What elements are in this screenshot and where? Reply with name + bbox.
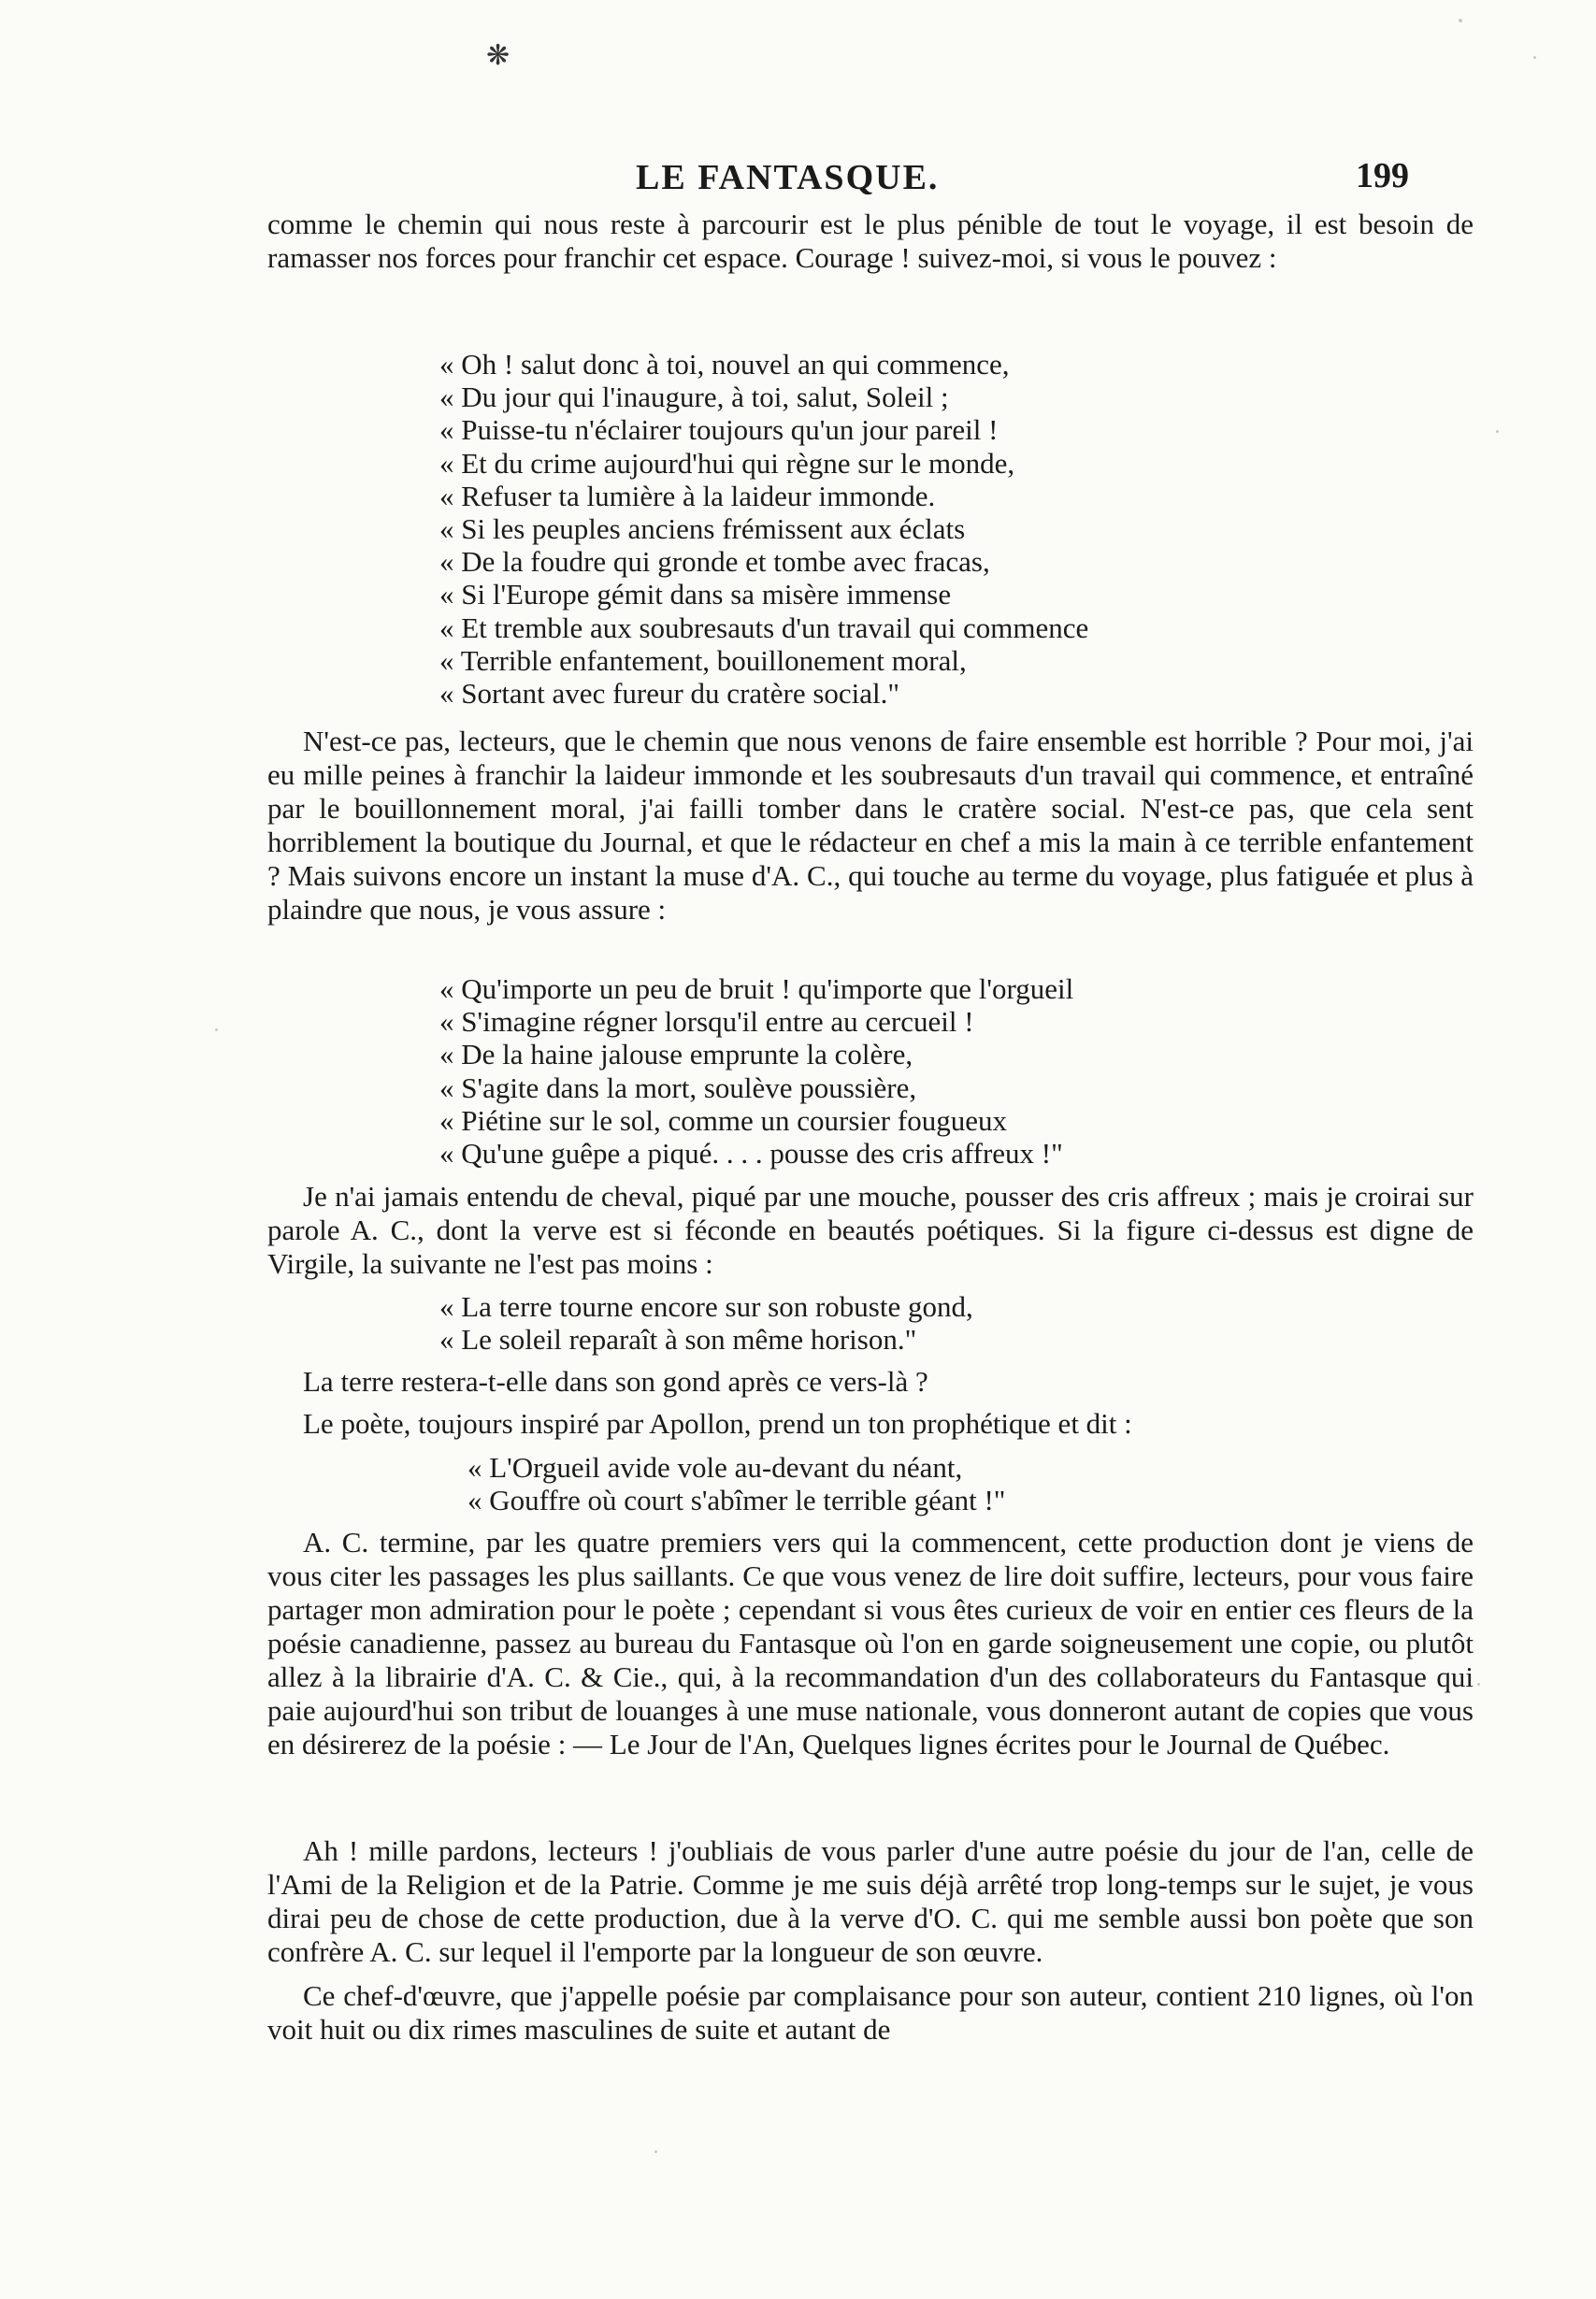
paragraph-commentary-2: Je n'ai jamais entendu de cheval, piqué par une mouche, pousser des cris affreux ; mais je croirai sur parole A. C., dont la verve est si féconde en beautés poétiques. Si la figure ci-dessus est digne de Virgile, la suivante ne l'est pas moins : [267, 1180, 1474, 1280]
verse-line: « Et tremble aux soubresauts d'un travail qui commence [439, 611, 1089, 644]
print-speck [1459, 19, 1462, 22]
verse-line: « L'Orgueil avide vole au-devant du néant, [467, 1451, 963, 1484]
print-speck [1477, 1683, 1480, 1686]
verse-line: « Sortant avec fureur du cratère social." [439, 677, 900, 711]
verse-line: « Refuser ta lumière à la laideur immonde. [439, 479, 936, 512]
verse-line: « De la haine jalouse emprunte la colère, [439, 1038, 913, 1071]
paragraph-apology: Ah ! mille pardons, lecteurs ! j'oubliais de vous parler d'une autre poésie du jour de l'an, celle de l'Ami de la Religion et de la Patrie. Comme je me suis déjà arrêté trop long-temps sur le sujet, je vous dirai peu de chose de cette production, due à la verve d'O. C. qui me semble aussi bon poète que son confrère A. C. sur lequel il l'emporte par la longueur de son œuvre. [267, 1834, 1474, 1968]
verse-line: « Et du crime aujourd'hui qui règne sur le monde, [439, 446, 1015, 480]
poem-excerpt-1 [439, 348, 1088, 710]
poem-excerpt-4 [467, 1451, 1005, 1516]
verse-line: « Le soleil reparaît à son même horison." [439, 1323, 917, 1357]
verse-line: « De la foudre qui gronde et tombe avec fracas, [439, 545, 990, 579]
verse-line: « Piétine sur le sol, comme un coursier fougueux [439, 1103, 1007, 1137]
print-speck [1496, 430, 1499, 433]
verse-line: « Terrible enfantement, bouillonement moral, [439, 643, 967, 677]
verse-line: « S'imagine régner lorsqu'il entre au cercueil ! [439, 1005, 974, 1039]
print-speck [1533, 56, 1536, 59]
verse-line: « Si les peuples anciens frémissent aux éclats [439, 512, 966, 546]
paragraph-commentary-1: N'est-ce pas, lecteurs, que le chemin que nous venons de faire ensemble est horrible ? Pour moi, j'ai eu mille peines à franchir la laideur immonde et les soubresauts d'un travail qui commence, et entraîné par le bouillonnement moral, j'ai failli tomber dans le cratère social. N'est-ce pas, que cela sent horriblement la boutique du Journal, et que le rédacteur en chef a mis la main à ce terrible enfantement ? Mais suivons encore un instant la muse d'A. C., qui touche au terme du voyage, plus fatiguée et plus à plaindre que nous, je vous assure : [267, 725, 1474, 926]
paragraph-continuation: comme le chemin qui nous reste à parcourir est le plus pénible de tout le voyage, il est besoin de ramasser nos forces pour franchir cet espace. Courage ! suivez-moi, si vous le pouvez : [267, 208, 1474, 274]
verse-line: « Qu'importe un peu de bruit ! qu'importe que l'orgueil [439, 972, 1074, 1005]
verse-line: « Puisse-tu n'éclairer toujours qu'un jour pareil ! [439, 413, 999, 447]
verse-line: « Qu'une guêpe a piqué. . . . pousse des cris affreux !" [439, 1137, 1063, 1171]
verse-line: « La terre tourne encore sur son robuste gond, [439, 1290, 973, 1323]
print-speck [654, 2150, 657, 2153]
verse-line: « Du jour qui l'inaugure, à toi, salut, Soleil ; [439, 381, 949, 414]
verse-line: « Gouffre où court s'abîmer le terrible géant !" [467, 1484, 1006, 1517]
running-header-title: LE FANTASQUE. [636, 158, 940, 197]
poem-excerpt-3 [439, 1290, 973, 1356]
verse-line: « Oh ! salut donc à toi, nouvel an qui commence, [439, 348, 1010, 381]
verse-line: « Si l'Europe gémit dans sa misère immense [439, 578, 952, 611]
verse-line: « S'agite dans la mort, soulève poussière, [439, 1070, 917, 1104]
paragraph-conclusion: A. C. termine, par les quatre premiers vers qui la commencent, cette production dont je viens de vous citer les passages les plus saillants. Ce que vous venez de lire doit suffire, lecteurs, pour vous faire partager mon admiration pour le poète ; cependant si vous êtes curieux de voir en entier ces fleurs de la poésie canadienne, passez au bureau du Fantasque où l'on en garde soigneusement une copie, ou plutôt allez à la librairie d'A. C. & Cie., qui, à la recommandation d'un des collaborateurs du Fantasque qui paie aujourd'hui son tribut de louanges à une muse nationale, vous donneront autant de copies que vous en désirerez de la poésie : — Le Jour de l'An, Quelques lignes écrites pour le Journal de Québec. [267, 1526, 1474, 1760]
paragraph-prophetic: Le poète, toujours inspiré par Apollon, prend un ton prophétique et dit : [303, 1407, 1132, 1440]
page-number: 199 [1356, 156, 1409, 195]
poem-excerpt-2 [439, 972, 1073, 1170]
paragraph-question: La terre restera-t-elle dans son gond après ce vers-là ? [303, 1365, 928, 1398]
print-speck [215, 1028, 218, 1031]
decorative-ornament-icon: ❋ [486, 40, 510, 71]
paragraph-chef-doeuvre: Ce chef-d'œuvre, que j'appelle poésie par complaisance pour son auteur, contient 210 lignes, où l'on voit huit ou dix rimes masculines de suite et autant de [267, 1979, 1474, 2046]
